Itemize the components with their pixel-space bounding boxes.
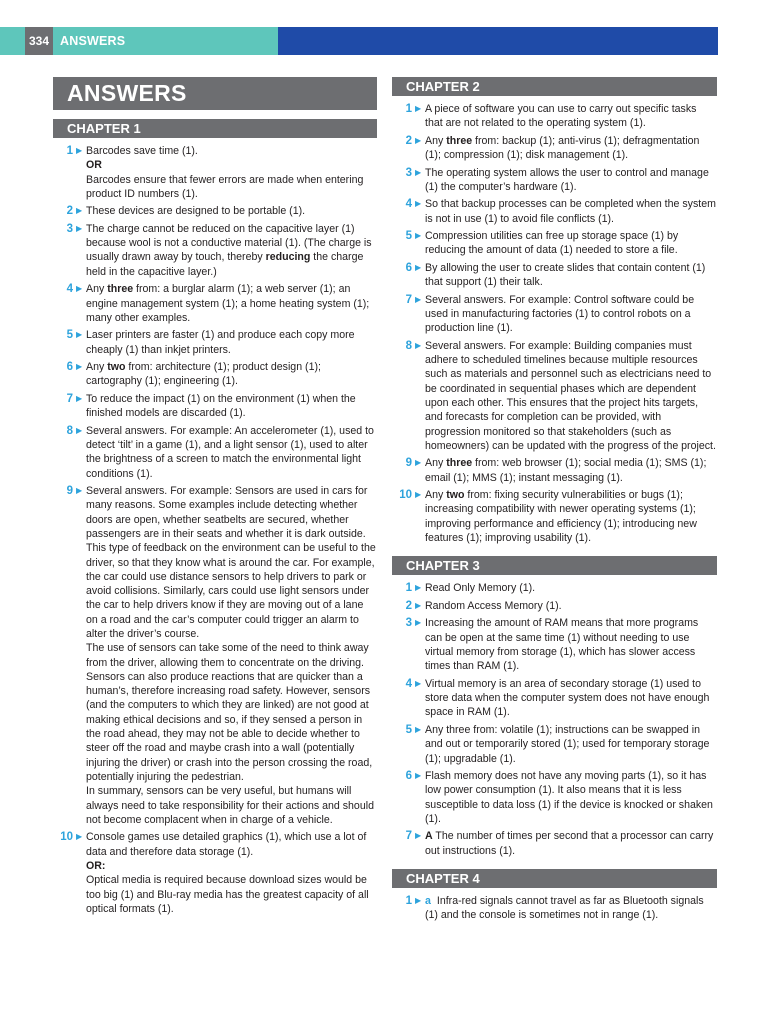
arrow-icon: ▶ xyxy=(415,167,422,177)
answer-text xyxy=(424,134,717,163)
answer-text xyxy=(85,424,377,481)
question-number: 1 xyxy=(405,582,412,595)
question-number: 7 xyxy=(66,392,73,405)
answer-text xyxy=(85,830,377,916)
answer-item xyxy=(392,339,717,453)
left-column xyxy=(53,77,377,927)
answer-text xyxy=(424,488,717,545)
answer-body: Any xyxy=(425,489,447,502)
arrow-icon: ▶ xyxy=(76,832,83,842)
page-number: 334 xyxy=(25,27,53,55)
answer-item xyxy=(53,144,377,201)
question-number: 4 xyxy=(405,677,412,690)
arrow-icon: ▶ xyxy=(415,458,422,468)
question-number: 5 xyxy=(405,723,412,736)
answer-text xyxy=(424,616,717,673)
answer-text xyxy=(424,229,717,258)
answer-body: Several answers. For example: An accelerometer (1), used to detect ‘tilt’ in a game (1), and a light sensor (1), used to alter the brightness of a screen to match the environmental light conditions (1). xyxy=(86,424,374,480)
answer-body: the charge held in the capacitive layer.) xyxy=(86,251,364,278)
right-column xyxy=(392,77,717,934)
question-number: 2 xyxy=(405,134,412,147)
chapter-heading: CHAPTER 2 xyxy=(392,77,717,96)
sub-question-letter: a xyxy=(425,895,431,908)
answer-item xyxy=(392,894,717,923)
running-head-title: ANSWERS xyxy=(60,34,126,48)
question-number: 3 xyxy=(66,222,73,235)
question-number: 6 xyxy=(405,769,412,782)
answer-body: from: fixing security vulnerabilities or bugs (1); increasing compatibility with newer operating systems (1); improving performance and efficiency (1); introducing new features (1); improving usability (1). xyxy=(425,489,697,544)
answer-body: These devices are designed to be portable (1). xyxy=(86,205,306,218)
question-number: 5 xyxy=(405,230,412,243)
answer-line: Barcodes ensure that fewer errors are made when entering product ID numbers (1). xyxy=(86,173,364,200)
answer-text xyxy=(424,581,717,595)
answer-item xyxy=(53,282,377,325)
answer-item xyxy=(392,581,717,595)
answer-body: Infra-red signals cannot travel as far as Bluetooth signals (1) and the console is sometimes not in range (1). xyxy=(425,895,704,922)
answer-text xyxy=(424,723,717,766)
answer-item xyxy=(392,488,717,545)
answer-text xyxy=(85,328,377,357)
arrow-icon: ▶ xyxy=(415,104,422,113)
emphasis: reducing xyxy=(265,251,311,264)
answer-paragraph: The use of sensors can take some of the need to think away from the driver, allowing them to concentrate on the driving. Sensors can also produce reactions that are quicker than a human’s, therefore increasing road safety. However, sensors (and the computers to which they are linked) are not good at making ethical decisions and so, if they sensed a person in the road ahead, they may not be able to decide whether to steer off the road and maybe crash into a wall (potentially injuring the driver) or crash into the person crossing the road, potentially injuring the pedestrian. xyxy=(86,642,373,783)
answer-body: The charge cannot be reduced on the capacitive layer (1) because wool is not a conductive material (1). (The charge is usually drawn away by touch, thereby xyxy=(86,222,372,264)
answer-paragraph: In summary, sensors can be very useful, but humans will always need to take responsibility for their actions and should not become complacent when in charge of a vehicle. xyxy=(86,785,374,826)
emphasis: two xyxy=(107,361,126,374)
emphasis: two xyxy=(446,489,465,502)
answer-text xyxy=(424,339,717,453)
answer-text xyxy=(424,599,717,613)
emphasis: three xyxy=(446,134,473,147)
answer-item xyxy=(53,328,377,357)
answer-item xyxy=(53,204,377,218)
emphasis: three xyxy=(107,283,134,296)
answer-item xyxy=(392,677,717,720)
answer-item xyxy=(392,102,717,131)
arrow-icon: ▶ xyxy=(76,362,83,372)
arrow-icon: ▶ xyxy=(76,425,83,435)
answer-line: OR xyxy=(86,159,102,172)
answer-body: Any three from: volatile (1); instructions can be swapped in and out or temporarily stored (1); used for temporary storage (1); upgradable (1). xyxy=(425,723,710,765)
question-number: 4 xyxy=(405,198,412,211)
header-band-blue xyxy=(278,27,718,55)
answer-text xyxy=(424,293,717,336)
chapter-heading: CHAPTER 4 xyxy=(392,869,717,888)
answer-body: Random Access Memory (1). xyxy=(425,599,562,612)
answer-text xyxy=(85,222,377,279)
answer-body: Flash memory does not have any moving parts (1), so it has low power consumption (1). It also means that it is less susceptible to data loss (1) if the device is knocked or shaken (1). xyxy=(425,769,713,825)
answer-item xyxy=(392,229,717,258)
answer-paragraph: Several answers. For example: Sensors are used in cars for many reasons. Some examples include detecting whether doors are open, whether seatbelts are secured, whether passengers are in their seats and whether it is dark outside. This type of feedback on the environment can be useful to the driver, so that they know what is around the car. For example, the car could use distance sensors to help drivers to park or avoid collisions. Similarly, cars could use light sensors under the car to help drivers know if they are moving out of a lane on a road and the car’s computer could trigger an alarm to alter the driver’s course. xyxy=(86,485,376,640)
question-number: 4 xyxy=(66,283,73,296)
question-number: 1 xyxy=(66,145,73,157)
answer-item xyxy=(392,197,717,226)
question-number: 6 xyxy=(405,261,412,274)
answer-text xyxy=(85,392,377,421)
answer-line: Optical media is required because download sizes would be too big (1) and Blu-ray media has the greatest capacity of all optical formats (1). xyxy=(86,874,369,915)
answer-item xyxy=(53,222,377,279)
answer-body: Several answers. For example: Building companies must adhere to scheduled timelines because multiple resources such as materials and personnel such as electricians need to be coordinated in sequential phases which are dependent upon each other. This ensures that the project hits targets, and forecasts for completion can be provided, with progression monitored so that stakeholders (such as homeowners) can be updated with the progress of the project. xyxy=(425,339,716,452)
answer-body: Any xyxy=(86,283,108,296)
answer-body: Increasing the amount of RAM means that more programs can be open at the same time (1) without needing to use virtual memory from storage (1), which has slower access times than RAM (1). xyxy=(425,617,699,673)
arrow-icon: ▶ xyxy=(415,724,422,734)
answer-text xyxy=(424,261,717,290)
arrow-icon: ▶ xyxy=(415,678,422,688)
running-header xyxy=(0,0,768,70)
arrow-icon: ▶ xyxy=(76,223,83,233)
emphasis: A xyxy=(425,830,433,843)
answer-body: Laser printers are faster (1) and produce each copy more cheaply (1) than inkjet printers. xyxy=(86,329,355,356)
answer-text xyxy=(424,166,717,195)
answer-text xyxy=(424,829,717,858)
answer-body: from: web browser (1); social media (1); SMS (1); email (1); MMS (1); instant messaging (1). xyxy=(425,457,707,484)
answer-item xyxy=(392,723,717,766)
answer-text xyxy=(85,282,377,325)
arrow-icon: ▶ xyxy=(76,284,83,294)
answer-item xyxy=(392,166,717,195)
answer-body: Any xyxy=(86,361,108,374)
arrow-icon: ▶ xyxy=(415,770,422,780)
question-number: 9 xyxy=(66,485,73,498)
answer-body: By allowing the user to create slides that contain content (1) that support (1) their talk. xyxy=(425,261,706,289)
answer-line: Console games use detailed graphics (1), which use a lot of data and therefore data storage (1). xyxy=(86,831,367,858)
question-number: 3 xyxy=(405,617,412,630)
answer-item xyxy=(53,360,377,389)
answer-item xyxy=(392,293,717,336)
answer-body: Any xyxy=(425,134,447,147)
answer-body: To reduce the impact (1) on the environment (1) when the finished models are discarded (1). xyxy=(86,392,356,420)
answer-body: Virtual memory is an area of secondary storage (1) used to store data when the computer system does not have enough space in RAM (1). xyxy=(425,677,710,719)
arrow-icon: ▶ xyxy=(76,330,83,340)
arrow-icon: ▶ xyxy=(415,262,422,272)
answer-text xyxy=(424,456,717,485)
question-number: 2 xyxy=(66,205,73,218)
question-number: 3 xyxy=(405,166,412,179)
answer-item xyxy=(392,134,717,163)
question-number: 8 xyxy=(405,339,412,352)
answer-item xyxy=(53,424,377,481)
answer-text xyxy=(85,144,377,201)
arrow-icon: ▶ xyxy=(415,896,422,906)
answer-line: Barcodes save time (1). xyxy=(86,145,198,157)
emphasis: three xyxy=(446,457,473,470)
arrow-icon: ▶ xyxy=(415,583,422,593)
answer-body: So that backup processes can be completed when the system is not in use (1) to avoid file conflicts (1). xyxy=(425,198,716,225)
chapter-heading: CHAPTER 1 xyxy=(53,119,377,138)
question-number: 10 xyxy=(60,831,73,844)
arrow-icon: ▶ xyxy=(415,135,422,145)
answer-item xyxy=(392,829,717,858)
answer-text xyxy=(424,769,717,826)
question-number: 1 xyxy=(405,895,412,908)
arrow-icon: ▶ xyxy=(76,393,83,403)
arrow-icon: ▶ xyxy=(415,618,422,628)
answer-body: from: backup (1); anti-virus (1); defragmentation (1); compression (1); disk management (1). xyxy=(425,134,700,162)
answer-item xyxy=(53,484,377,827)
arrow-icon: ▶ xyxy=(415,340,422,350)
answer-body: Read Only Memory (1). xyxy=(425,582,536,595)
arrow-icon: ▶ xyxy=(415,490,422,500)
answer-item xyxy=(392,456,717,485)
arrow-icon: ▶ xyxy=(415,231,422,241)
answer-body: Compression utilities can free up storage space (1) by reducing the amount of data (1) needed to store a file. xyxy=(425,230,679,257)
arrow-icon: ▶ xyxy=(415,600,422,610)
question-number: 6 xyxy=(66,361,73,374)
arrow-icon: ▶ xyxy=(76,486,83,496)
answer-item xyxy=(392,616,717,673)
answer-item xyxy=(392,769,717,826)
answer-body: Several answers. For example: Control software could be used in manufacturing factories (1) to control robots on a production line (1). xyxy=(425,293,695,335)
answer-item xyxy=(53,830,377,916)
answer-text xyxy=(424,894,717,923)
arrow-icon: ▶ xyxy=(415,294,422,304)
question-number: 7 xyxy=(405,293,412,306)
answer-body: from: architecture (1); product design (1); cartography (1); engineering (1). xyxy=(86,361,321,388)
answer-body: Any xyxy=(425,457,447,470)
answer-body: The number of times per second that a processor can carry out instructions (1). xyxy=(425,830,714,857)
question-number: 1 xyxy=(405,103,412,115)
answer-body: from: a burglar alarm (1); a web server (1); an engine management system (1); a home heating system (1); many other examples. xyxy=(86,283,370,324)
answer-text xyxy=(424,197,717,226)
arrow-icon: ▶ xyxy=(415,831,422,841)
answer-text xyxy=(85,204,377,218)
answer-text xyxy=(85,360,377,389)
answer-line: OR: xyxy=(86,859,106,872)
answer-text xyxy=(424,102,717,131)
answer-body: A piece of software you can use to carry out specific tasks that are not related to the operating system (1). xyxy=(425,103,697,130)
arrow-icon: ▶ xyxy=(76,206,83,216)
question-number: 9 xyxy=(405,457,412,470)
answer-item xyxy=(392,599,717,613)
chapter-heading: CHAPTER 3 xyxy=(392,556,717,575)
question-number: 8 xyxy=(66,424,73,437)
answer-item xyxy=(392,261,717,290)
arrow-icon: ▶ xyxy=(76,146,83,155)
question-number: 2 xyxy=(405,599,412,612)
question-number: 5 xyxy=(66,329,73,342)
answer-text xyxy=(85,484,377,827)
question-number: 7 xyxy=(405,830,412,843)
answer-text xyxy=(424,677,717,720)
answer-body: The operating system allows the user to control and manage (1) the computer’s hardware (1). xyxy=(425,166,709,193)
answer-item xyxy=(53,392,377,421)
question-number: 10 xyxy=(399,489,412,502)
page-title: ANSWERS xyxy=(53,77,377,110)
arrow-icon: ▶ xyxy=(415,199,422,209)
